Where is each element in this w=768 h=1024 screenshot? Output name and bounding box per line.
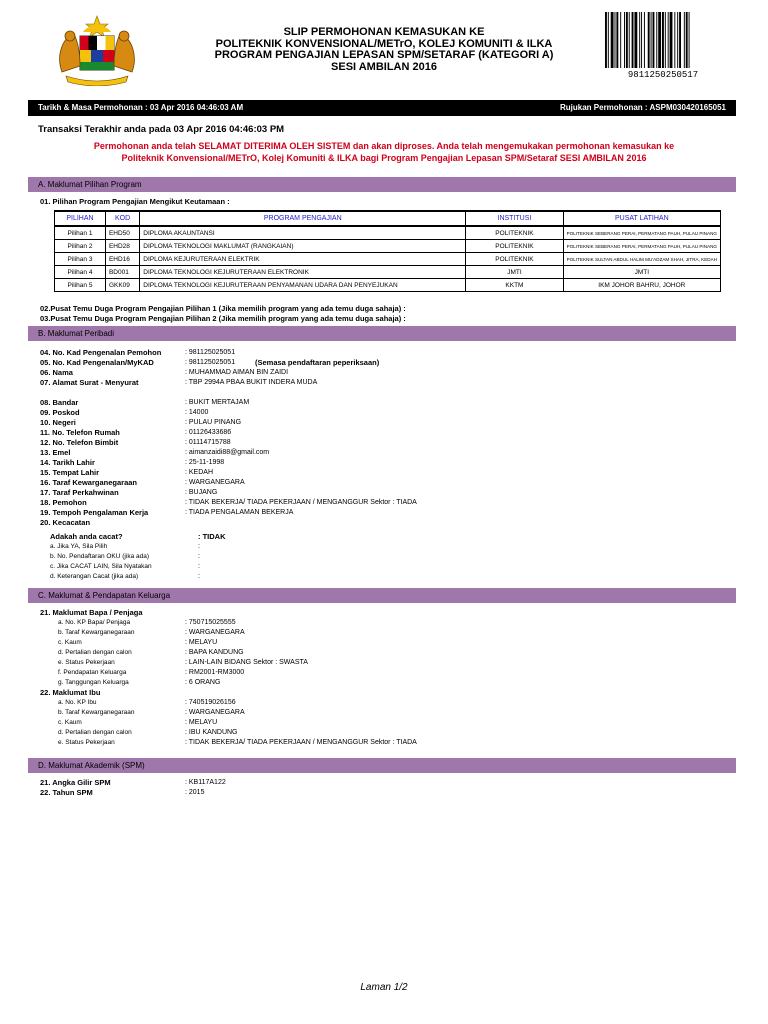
application-reference: Rujukan Permohonan : ASPM030420165051 [560,103,726,112]
choice-cell: Pilihan 4 [55,266,106,279]
list-item [40,468,740,478]
field-label: a. Jika YA, Sila Pilih [50,543,108,550]
choice-cell: Pilihan 1 [55,226,106,240]
list-item [40,562,740,572]
field-label: 12. No. Telefon Bimbit [40,438,119,447]
coat-of-arms-icon [52,12,142,86]
barcode-bar [639,12,640,68]
field-label: a. No. KP Ibu [58,699,97,706]
training-center-cell: JMTI [563,266,720,279]
title-line: SLIP PERMOHONAN KEMASUKAN KE [283,26,485,38]
list-item [40,788,740,798]
program-choice-question: 01. Pilihan Program Pengajian Mengikut Keutamaan : [40,197,230,206]
application-datetime: Tarikh & Masa Permohonan : 03 Apr 2016 04:46:03 AM [38,103,244,112]
list-item [40,438,740,448]
choice-cell: Pilihan 3 [55,253,106,266]
institution-cell: POLITEKNIK [466,226,563,240]
field-label: g. Tanggungan Keluarga [58,679,129,686]
title-line: PROGRAM PENGAJIAN LEPASAN SPM/SETARAF (KATEGORI A) [214,49,554,61]
barcode-icon [604,12,722,68]
field-value: : 2015 [185,789,205,796]
notice-message [60,140,708,164]
barcode-bar [641,12,642,68]
field-value: : RM2001-RM3000 [185,669,245,676]
disability-question: Adakah anda cacat? [50,532,123,541]
field-label: e. Status Pekerjaan [58,659,115,666]
field-value: : 981125025051 [185,359,236,366]
field-label: d. Keterangan Cacat (jika ada) [50,573,139,580]
list-item [40,618,740,628]
list-item [40,728,740,738]
field-label: 04. No. Kad Pengenalan Pemohon [40,348,162,357]
institution-cell: POLITEKNIK [466,253,563,266]
list-item [40,678,740,688]
field-label: 20. Kecacatan [40,518,91,527]
field-value: : TIDAK BEKERJA/ TIADA PEKERJAAN / MENGANGGUR Sektor : TIADA [185,739,417,746]
list-item [40,658,740,668]
list-item [40,508,740,518]
list-item [40,648,740,658]
field-value: : WARGANEGARA [185,629,245,636]
field-value: : 740519026156 [185,699,236,706]
field-label: c. Kaum [58,639,82,646]
field-label: 22. Tahun SPM [40,788,93,797]
field-label: 05. No. Kad Pengenalan/MyKAD [40,358,154,367]
field-value: : [198,553,200,560]
field-value: : [198,573,200,580]
section-b-header: B. Maklumat Peribadi [28,326,736,341]
field-value: : 14000 [185,409,209,416]
field-value: : TIDAK BEKERJA/ TIADA PEKERJAAN / MENGANGGUR Sektor : TIADA [185,499,417,506]
field-label: 21. Angka Gilir SPM [40,778,111,787]
program-cell: DIPLOMA TEKNOLOGI KEJURUTERAAN PENYAMANAN UDARA DAN PENYEJUKAN [140,279,466,292]
barcode-bar [605,12,607,68]
barcode-bar [658,12,661,68]
code-cell: BD001 [105,266,139,279]
field-label: c. Kaum [58,719,82,726]
table-header: PILIHAN [55,211,106,226]
field-value: : BUJANG [185,489,218,496]
document-header [0,0,768,96]
field-value: : MUHAMMAD AIMAN BIN ZAIDI [185,369,289,376]
section-a-header: A. Maklumat Pilihan Program [28,177,736,192]
choice-cell: Pilihan 2 [55,240,106,253]
field-value: : aimanzaidi88@gmail.com [185,449,270,456]
field-label: 15. Tempat Lahir [40,468,100,477]
training-center-cell: IKM JOHOR BAHRU, JOHOR [563,279,720,292]
list-item [40,552,740,562]
disability-info [40,532,740,582]
list-item [40,458,740,468]
field-label: 10. Negeri [40,418,76,427]
table-row [55,226,721,240]
field-label: b. No. Pendaftaran OKU (jika ada) [50,553,149,560]
field-value: : [198,543,200,550]
barcode-bar [620,12,621,68]
field-label: 06. Nama [40,368,73,377]
field-value: : WARGANEGARA [185,709,245,716]
list-item [40,488,740,498]
barcode-bar [608,12,609,68]
table-row [55,279,721,292]
list-item [40,418,740,428]
list-item [40,638,740,648]
training-center-cell: POLITEKNIK SEBERANG PERAI, PERMATANG PAUH, PULAU PINANG [563,240,720,253]
field-label: e. Status Pekerjaan [58,739,115,746]
list-item [40,628,740,638]
field-value: : 01114715788 [185,439,231,446]
field-value: : IBU KANDUNG [185,729,238,736]
choice-cell: Pilihan 5 [55,279,106,292]
field-note: (Semasa pendaftaran peperiksaan) [255,358,380,367]
program-cell: DIPLOMA AKAUNTANSI [140,226,466,240]
list-item [40,698,740,708]
father-section-title: 21. Maklumat Bapa / Penjaga [40,608,143,617]
institution-cell: POLITEKNIK [466,240,563,253]
field-value: : WARGANEGARA [185,479,245,486]
list-item [40,572,740,582]
section-d-header: D. Maklumat Akademik (SPM) [28,758,736,773]
barcode-bar [616,12,618,68]
program-cell: DIPLOMA TEKNOLOGI MAKLUMAT (RANGKAIAN) [140,240,466,253]
field-label: 13. Emel [40,448,71,457]
barcode-bar [662,12,664,68]
list-item [40,542,740,552]
program-cell: DIPLOMA KEJURUTERAAN ELEKTRIK [140,253,466,266]
field-value: : LAIN-LAIN BIDANG Sektor : SWASTA [185,659,308,666]
barcode-bar [670,12,673,68]
field-label: d. Pertalian dengan calon [58,729,132,736]
slip-title [180,27,588,73]
field-label: 09. Poskod [40,408,80,417]
field-value: : PULAU PINANG [185,419,242,426]
code-cell: EHD50 [105,226,139,240]
disability-answer: : TIDAK [198,532,226,541]
barcode-bar [634,12,637,68]
code-cell: EHD28 [105,240,139,253]
list-item [40,478,740,488]
list-item [40,348,740,358]
field-label: 19. Tempoh Pengalaman Kerja [40,508,149,517]
field-label: 17. Taraf Perkahwinan [40,488,119,497]
interview-center-question-1: 02.Pusat Temu Duga Program Pengajian Pilihan 1 (Jika memilih program yang ada temu duga sahaja) : [40,304,406,313]
personal-info [40,348,740,528]
table-row [55,253,721,266]
field-value: : 981125025051 [185,349,236,356]
list-item [40,448,740,458]
field-value: : 25-11-1998 [185,459,225,466]
list-item [40,518,740,528]
list-item [40,388,740,398]
barcode-bar [629,12,630,68]
family-info [40,608,740,748]
barcode-bar [615,12,616,68]
field-value: : BUKIT MERTAJAM [185,399,250,406]
list-item [40,718,740,728]
application-info-bar [28,100,736,116]
barcode-bar [632,12,634,68]
table-row [55,240,721,253]
field-label: b. Taraf Kewarganegaraan [58,709,135,716]
academic-info [40,778,740,798]
barcode-bar [689,12,690,68]
barcode-bar [674,12,675,68]
field-label: b. Taraf Kewarganegaraan [58,629,135,636]
list-item [40,708,740,718]
institution-cell: KKTM [466,279,563,292]
field-label: 07. Alamat Surat - Menyurat [40,378,139,387]
program-choices-table [54,210,721,292]
code-cell: EHD16 [105,253,139,266]
list-item [40,668,740,678]
section-c-header: C. Maklumat & Pendapatan Keluarga [28,588,736,603]
field-value: : KEDAH [185,469,214,476]
father-section-title-row [40,608,740,618]
barcode-bar [611,12,614,68]
barcode-number: 9811250250517 [627,70,699,80]
field-label: d. Pertalian dengan calon [58,649,132,656]
barcode-bar [653,12,655,68]
field-label: 14. Tarikh Lahir [40,458,95,467]
barcode-bar [644,12,645,68]
barcode-bar [684,12,685,68]
barcode-bar [656,12,657,68]
list-item [40,498,740,508]
code-cell: GKK09 [105,279,139,292]
field-value: : [198,563,200,570]
barcode-bar [626,12,628,68]
barcode-bar [677,12,678,68]
training-center-cell: POLITEKNIK SULTAN ABDUL HALIM MU'ADZAM SHAH, JITRA, KEDAH [563,253,720,266]
training-center-cell: POLITEKNIK SEBERANG PERAI, PERMATANG PAUH, PULAU PINANG [563,226,720,240]
barcode-bar [668,12,669,68]
notice-line: Politeknik Konvensional/METrO, Kolej Komuniti & ILKA bagi Program Pengajian Lepasan SPM/Setaraf SESI AMBILAN 2016 [121,153,647,163]
mother-section-title-row [40,688,740,698]
barcode-bar [648,12,650,68]
list-item [40,378,740,388]
barcode-bar [679,12,681,68]
barcode-bar [651,12,652,68]
field-value: : 6 ORANG [185,679,221,686]
field-value: : MELAYU [185,639,218,646]
field-label: f. Pendapatan Keluarga [58,669,127,676]
field-label: 11. No. Telefon Rumah [40,428,120,437]
program-cell: DIPLOMA TEKNOLOGI KEJURUTERAAN ELEKTRONIK [140,266,466,279]
barcode-bar [665,12,666,68]
disability-question-row [40,532,740,542]
list-item [40,368,740,378]
table-header: INSTITUSI [466,211,563,226]
page-number: Laman 1/2 [360,982,408,993]
field-label: 18. Pemohon [40,498,87,507]
barcode-bar [686,12,688,68]
list-item [40,398,740,408]
field-label: 16. Taraf Kewarganegaraan [40,478,137,487]
list-item [40,778,740,788]
title-line: POLITEKNIK KONVENSIONAL/METrO, KOLEJ KOMUNITI & ILKA [215,37,553,50]
table-header: KOD [105,211,139,226]
field-value: : MELAYU [185,719,218,726]
field-label: a. No. KP Bapa/ Penjaga [58,619,131,626]
list-item [40,408,740,418]
table-header: PROGRAM PENGAJIAN [140,211,466,226]
institution-cell: JMTI [466,266,563,279]
notice-line: Permohonan anda telah SELAMAT DITERIMA OLEH SISTEM dan akan diproses. Anda telah mengemukakan permohonan kemasukan ke [93,141,675,151]
table-row [55,266,721,279]
field-value: : 750715025555 [185,619,236,626]
table-header: PUSAT LATIHAN [563,211,720,226]
list-item [40,738,740,748]
title-line: SESI AMBILAN 2016 [331,60,437,73]
field-value: : TIADA PENGALAMAN BEKERJA [185,509,294,516]
field-value: : KB117A122 [185,779,226,786]
last-transaction: Transaksi Terakhir anda pada 03 Apr 2016 04:46:03 PM [38,124,285,135]
field-label: 08. Bandar [40,398,79,407]
field-label: c. Jika CACAT LAIN, Sila Nyatakan [50,563,152,570]
field-value: : BAPA KANDUNG [185,649,244,656]
barcode-bar [624,12,625,68]
mother-section-title: 22. Maklumat Ibu [40,688,101,697]
interview-center-question-2: 03.Pusat Temu Duga Program Pengajian Pilihan 2 (Jika memilih program yang ada temu duga sahaja) : [40,314,406,323]
field-value: : TBP 2994A PBAA BUKIT INDERA MUDA [185,379,318,386]
list-item [40,358,740,368]
list-item [40,428,740,438]
field-value: : 01126433686 [185,429,232,436]
